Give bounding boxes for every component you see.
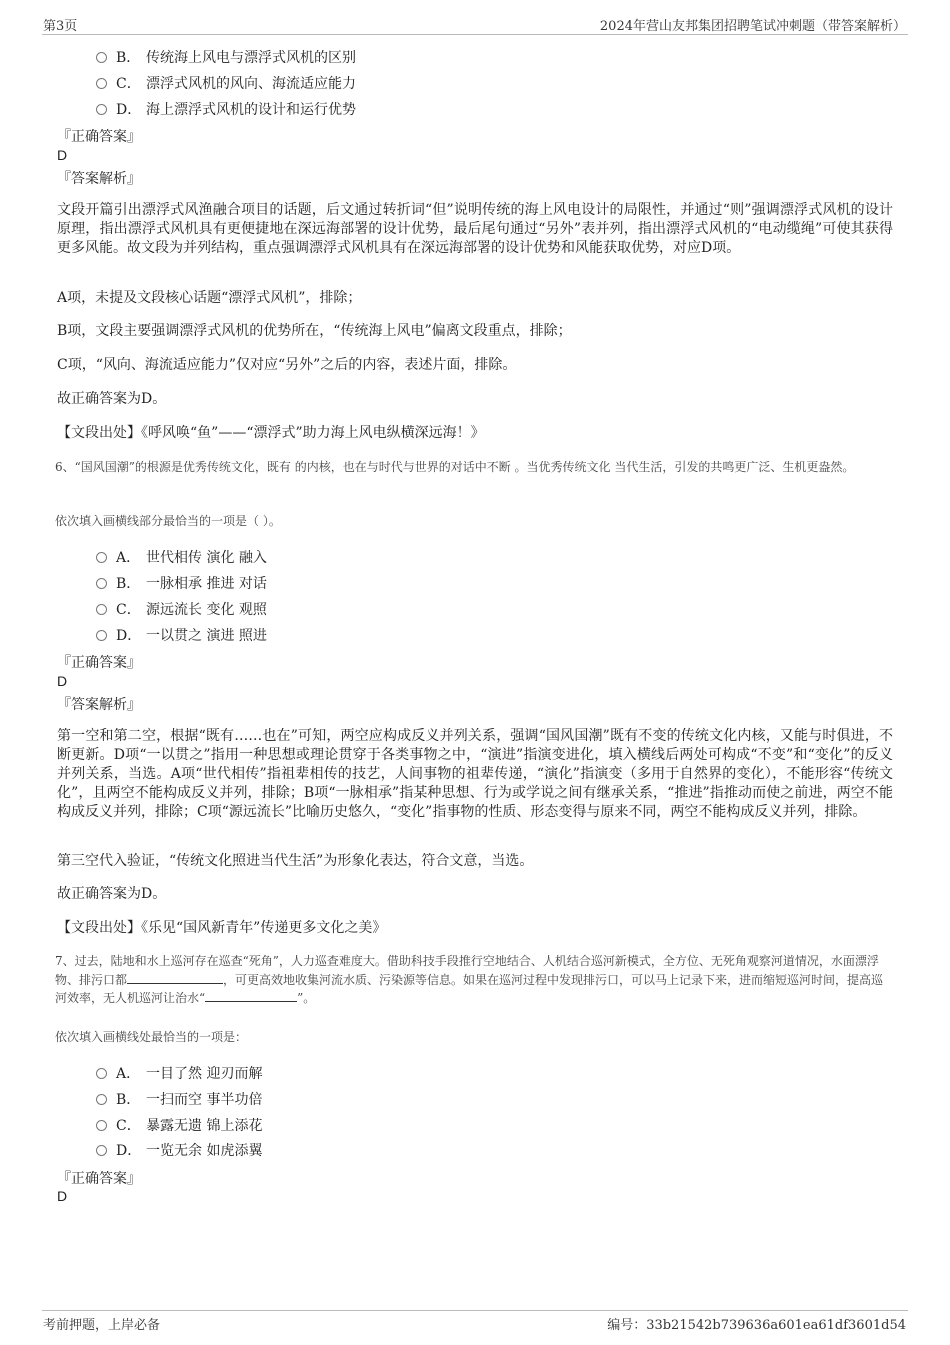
radio-icon[interactable] <box>96 104 107 115</box>
q7-instruction: 依次填入画横线处最恰当的一项是： <box>55 1030 248 1044</box>
radio-icon[interactable] <box>96 552 107 563</box>
radio-icon[interactable] <box>96 1068 107 1079</box>
q6-analysis-label: 『答案解析』 <box>57 697 141 713</box>
q7-option-a[interactable]: A． 一目了然 迎刃而解 <box>96 1063 262 1083</box>
radio-icon[interactable] <box>96 578 107 589</box>
q5-source: 【文段出处】《呼风唤“鱼”——“漂浮式”助力海上风电纵横深远海！》 <box>57 425 485 441</box>
q7-answer-label: 『正确答案』 <box>57 1171 141 1187</box>
radio-icon[interactable] <box>96 52 107 63</box>
q6-option-b[interactable]: B． 一脉相承 推进 对话 <box>96 573 267 593</box>
document-title: 2024年营山友邦集团招聘笔试冲刺题（带答案解析） <box>599 19 906 34</box>
q6-source: 【文段出处】《乐见“国风新青年”传递更多文化之美》 <box>57 920 387 936</box>
radio-icon[interactable] <box>96 1120 107 1131</box>
radio-icon[interactable] <box>96 604 107 615</box>
q7-option-b[interactable]: B． 一扫而空 事半功倍 <box>96 1089 262 1109</box>
q5-answer: D <box>57 147 68 163</box>
q6-analysis-third-blank: 第三空代入验证，“传统文化照进当代生活”为形象化表达，符合文意，当选。 <box>57 853 534 869</box>
q7-option-c[interactable]: C． 暴露无遗 锦上添花 <box>96 1115 262 1135</box>
radio-icon[interactable] <box>96 1094 107 1105</box>
q6-option-d[interactable]: D． 一以贯之 演进 照进 <box>96 625 267 645</box>
fill-blank <box>205 989 297 1002</box>
q5-option-d[interactable]: D． 海上漂浮式风机的设计和运行优势 <box>96 99 356 119</box>
q6-analysis-paragraph: 第一空和第二空，根据“既有……也在”可知，两空应构成反义并列关系，强调“国风国潮”既有不变的传统文化内核，又能与时俱进，不断更新。D项“一以贯之”指用一种思想或理论贯穿于各类事物之中，“演进”指演变进化，填入横线后两处可构成“不变”和“变化”的反义并列关系，当选。A项“世代相传”指祖辈相传的技艺，人间事物的祖辈传递，“演化”指演变（多用于自然界的变化），不能形容“传统文化”，且两空不能构成反义并列，排除；B项“一脉相承”指某种思想、行为或学说之间有继承关系，“推进”指推动而使之前进，两空不能构成反义并列，排除；C项“源远流长”比喻历史悠久，“变化”指事物的性质、形态变得与原来不同，两空不能构成反义并列，排除。 <box>57 728 893 820</box>
q5-analysis-label: 『答案解析』 <box>57 171 141 187</box>
q5-analysis-a: A项，未提及文段核心话题“漂浮式风机”，排除； <box>57 290 362 306</box>
q6-answer: D <box>57 673 68 689</box>
q6-option-c[interactable]: C． 源远流长 变化 观照 <box>96 599 267 619</box>
radio-icon[interactable] <box>96 630 107 641</box>
q6-answer-label: 『正确答案』 <box>57 655 141 671</box>
page-number: 第3页 <box>43 19 78 34</box>
q6-instruction: 依次填入画横线部分最恰当的一项是（ ）。 <box>55 514 281 528</box>
q5-analysis-c: C项，“风向、海流适应能力”仅对应“另外”之后的内容，表述片面，排除。 <box>57 357 517 373</box>
q7-answer: D <box>57 1188 68 1204</box>
q5-option-c[interactable]: C． 漂浮式风机的风向、海流适应能力 <box>96 73 356 93</box>
document-id: 编号：33b21542b739636a601ea61df3601d54 <box>607 1318 906 1333</box>
q5-analysis-b: B项，文段主要强调漂浮式风机的优势所在，“传统海上风电”偏离文段重点，排除； <box>57 323 572 339</box>
q5-analysis-paragraph: 文段开篇引出漂浮式风渔融合项目的话题，后文通过转折词“但”说明传统的海上风电设计的局限性，并通过“则”强调漂浮式风机的设计原理，指出漂浮式风机具有更便捷地在深远海部署的设计优势，最后尾句通过“另外”表并列，指出漂浮式风机的“电动缆绳”可使其获得更多风能。故文段为并列结构，重点强调漂浮式风机具有在深远海部署的设计优势和风能获取优势，对应D项。 <box>57 202 893 256</box>
q6-conclusion: 故正确答案为D。 <box>57 886 167 902</box>
q5-conclusion: 故正确答案为D。 <box>57 391 167 407</box>
radio-icon[interactable] <box>96 1145 107 1156</box>
q6-option-a[interactable]: A． 世代相传 演化 融入 <box>96 547 267 567</box>
footer-divider <box>42 1310 908 1311</box>
q6-stem: 6、“国风国潮”的根源是优秀传统文化，既有 的内核，也在与时代与世界的对话中不断 。当优秀传统文化 当代生活，引发的共鸣更广泛、生机更盎然。 <box>55 460 855 474</box>
q7-stem: 7、过去，陆地和水上巡河存在巡查“死角”，人力巡查难度大。借助科技手段推行空地结合、人机结合巡河新模式，全方位、无死角观察河道情况，水面漂浮物、排污口都 ，可更高效地收集河流水质、污染源等信息。如果在巡河过程中发现排污口，可以马上记录下来，进而缩短巡河时间，提高巡河效率，无人机巡河让治水“ ”。 <box>55 954 884 1005</box>
fill-blank <box>127 971 223 984</box>
q5-option-b[interactable]: B． 传统海上风电与漂浮式风机的区别 <box>96 47 356 67</box>
q5-answer-label: 『正确答案』 <box>57 129 141 145</box>
q7-option-d[interactable]: D． 一览无余 如虎添翼 <box>96 1140 262 1160</box>
header-divider <box>42 34 908 35</box>
footer-slogan: 考前押题，上岸必备 <box>43 1318 161 1333</box>
radio-icon[interactable] <box>96 78 107 89</box>
